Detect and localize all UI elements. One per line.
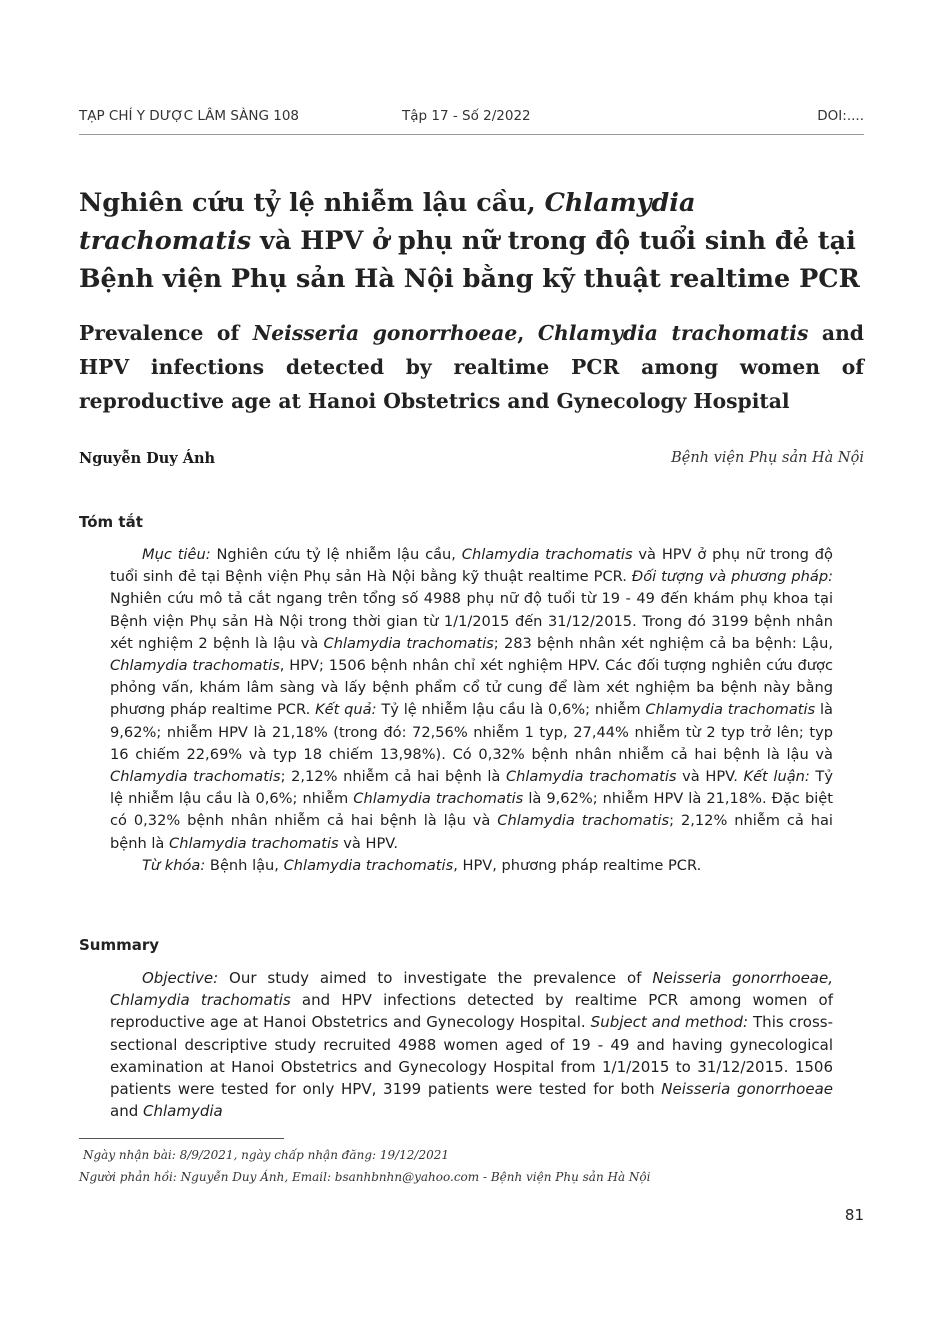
italic-run: Chlamydia trachomatis (461, 546, 633, 563)
doi-link[interactable]: DOI:.... (817, 108, 864, 124)
text-run: and HPV infections detected by realtime PCR among women of reproductive age at Hanoi Obstetrics and Gynecology Hospital. (110, 991, 833, 1032)
italic-run: Chlamydia trachomatis (497, 812, 670, 830)
title-en-text-1: Prevalence of (79, 321, 253, 345)
text-run: là 9,62%; nhiễm HPV là 21,18% (trong đó: 72,56% nhiễm 1 typ, 27,44% nhiễm từ 2 typ trở lên; typ 16 chiếm 22,69% và typ 18 chiếm 13,98%). Có 0,32% bệnh nhân nhiễm cả hai bệnh là lậu và (110, 701, 833, 763)
italic-run: Neisseria gonorrhoeae (661, 1080, 834, 1099)
section-heading-tom-tat: Tóm tắt (79, 513, 143, 531)
title-vi-text-1: Nghiên cứu tỷ lệ nhiễm lậu cầu, (79, 188, 545, 218)
title-en-italic-species-2: Chlamydia trachomatis (537, 321, 809, 345)
section-heading-summary: Summary (79, 936, 160, 954)
italic-run: Chlamydia trachomatis (169, 834, 339, 852)
text-run: , HPV; 1506 bệnh nhân chỉ xét nghiệm HPV. Các đối tượng nghiên cứu được phỏng vấn, khám lâm sàng và lấy bệnh phẩm cổ tử cung để làm xét nghiệm ba bệnh này bằng phương pháp realtime PCR. (110, 657, 833, 719)
abstract-vietnamese (110, 544, 833, 877)
text-run: Our study aimed to investigate the prevalence of (218, 969, 653, 987)
author-line (79, 450, 864, 474)
abstract-vi-paragraph (110, 544, 833, 855)
footnote-received-date: Ngày nhận bài: 8/9/2021, ngày chấp nhận đăng: 19/12/2021 (83, 1148, 450, 1162)
abstract-english (110, 967, 833, 1122)
italic-run: Đối tượng và phương pháp: (631, 568, 833, 586)
footnote-correspondence: Người phản hồi: Nguyễn Duy Ánh, Email: bsanhbnhn@yahoo.com - Bệnh viện Phụ sản Hà Nội (79, 1170, 651, 1184)
title-vi-text-2: và HPV ở phụ nữ trong độ tuổi sinh đẻ tại Bệnh viện Phụ sản Hà Nội bằng kỹ thuật realtime PCR (79, 226, 860, 294)
italic-run: Từ khóa: (142, 856, 206, 874)
author-name: Nguyễn Duy Ánh (79, 450, 216, 467)
text-run: and (110, 1102, 143, 1121)
text-run: Tỷ lệ nhiễm lậu cầu là 0,6%; nhiễm (376, 701, 646, 719)
title-en-text-3: and HPV infections detected by realtime PCR among women of reproductive age at Hanoi Obstetrics and Gynecology Hospital (79, 321, 864, 413)
italic-run: Kết quả: (315, 701, 377, 719)
text-run: Nghiên cứu mô tả cắt ngang trên tổng số 4988 phụ nữ độ tuổi từ 19 - 49 đến khám phụ khoa tại Bệnh viện Phụ sản Hà Nội trong thời gian từ 1/1/2015 đến 31/12/2015. Trong đó 3199 bệnh nhân xét nghiệm 2 bệnh là lậu và (110, 590, 833, 652)
title-vi-italic-species: Chlamydia trachomatis (79, 188, 696, 256)
italic-run: Chlamydia trachomatis (283, 856, 454, 874)
footnote-divider (79, 1138, 284, 1139)
text-run: ; 2,12% nhiễm cả hai bệnh là (280, 768, 506, 786)
title-en-text-2: , (517, 321, 538, 345)
italic-run: Mục tiêu: (142, 546, 211, 563)
text-run: và HPV. (338, 834, 399, 852)
italic-run: Chlamydia trachomatis (505, 768, 677, 786)
text-run: và HPV ở phụ nữ trong độ tuổi sinh đẻ tại Bệnh viện Phụ sản Hà Nội bằng kỹ thuật realtime PCR. (110, 546, 833, 586)
italic-run: Neisseria gonorrhoeae, Chlamydia trachomatis (110, 969, 833, 1010)
italic-run: Kết luận: (743, 768, 810, 786)
title-en-italic-species-1: Neisseria gonorrhoeae (252, 321, 518, 345)
footnotes (79, 1144, 864, 1188)
text-run: Bệnh lậu, (205, 856, 284, 874)
text-run: , HPV, phương pháp realtime PCR. (453, 856, 702, 874)
running-header (79, 108, 864, 130)
text-run: ; 283 bệnh nhân xét nghiệm cả ba bệnh: Lậu, (493, 634, 833, 652)
page-number: 81 (844, 1206, 864, 1224)
italic-run: Chlamydia trachomatis (110, 657, 280, 675)
header-divider (79, 134, 864, 135)
italic-run: Chlamydia trachomatis (645, 701, 816, 719)
author-affiliation: Bệnh viện Phụ sản Hà Nội (671, 450, 864, 466)
text-run: Tỷ lệ nhiễm lậu cầu là 0,6%; nhiễm (110, 768, 833, 808)
italic-run: Chlamydia trachomatis (323, 634, 494, 652)
text-run: Nghiên cứu tỷ lệ nhiễm lậu cầu, (210, 546, 462, 563)
title-english (79, 316, 864, 418)
text-run: This cross-sectional descriptive study recruited 4988 women aged of 19 - 49 and having gynecological examination at Hanoi Obstetrics and Gynecology Hospital from 1/1/2015 to 31/12/2015. 1506 patients were tested for only HPV, 3199 patients were tested for both (110, 1013, 833, 1099)
italic-run: Chlamydia (143, 1102, 223, 1121)
title-vietnamese (79, 184, 864, 298)
volume-issue: Tập 17 - Số 2/2022 (402, 108, 531, 124)
text-run: ; 2,12% nhiễm cả hai bệnh là (110, 812, 833, 852)
italic-run: Chlamydia trachomatis (353, 790, 524, 808)
text-run: và HPV. (676, 768, 744, 786)
journal-name: TẠP CHÍ Y DƯỢC LÂM SÀNG 108 (79, 108, 300, 124)
abstract-en-paragraph (110, 967, 833, 1122)
text-run: là 9,62%; nhiễm HPV là 21,18%. Đặc biệt có 0,32% bệnh nhân nhiễm cả hai bệnh là lậu và (110, 790, 833, 830)
italic-run: Chlamydia trachomatis (110, 768, 281, 786)
italic-run: Subject and method: (590, 1013, 748, 1032)
italic-run: Objective: (142, 969, 219, 987)
keywords-vi-paragraph (110, 855, 833, 877)
